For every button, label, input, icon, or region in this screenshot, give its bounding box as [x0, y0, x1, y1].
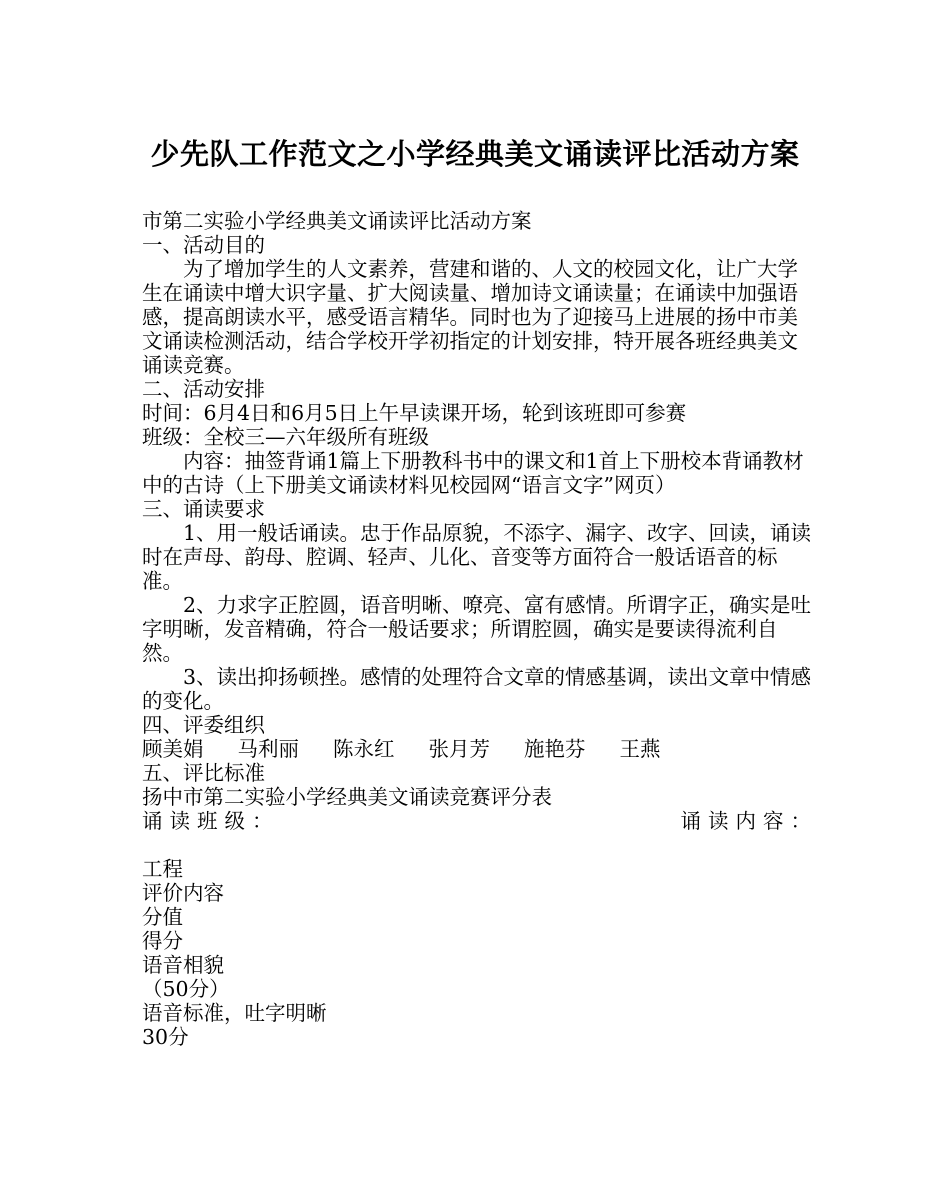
table-header-score: 得分 [142, 929, 183, 953]
judge-name: 张月芳 [428, 737, 490, 761]
arrangement-time: 时间：6月4日和6月5日上午早读课开场，轮到该班即可参赛 [142, 401, 687, 425]
table-cell-criterion: 语音标准，吐字明晰 [142, 1001, 327, 1025]
score-sheet-header [142, 809, 818, 833]
table-header-points: 分值 [142, 905, 183, 929]
blank-line [142, 833, 818, 857]
judge-name: 顾美娟 [142, 737, 204, 761]
arrangement-content: 内容：抽签背诵1篇上下册教科书中的课文和1首上下册校本背诵教材中的古诗（上下册美文诵读材料见校园网“语言文字”网页） [142, 449, 804, 497]
table-cell-criterion-points: 30分 [142, 1025, 189, 1049]
section-heading-arrangement: 二、活动安排 [142, 377, 265, 401]
section-heading-criteria: 五、评比标准 [142, 761, 265, 785]
table-header-item: 工程 [142, 857, 183, 881]
requirement-3: 3、读出抑扬顿挫。感情的处理符合文章的情感基调，读出文章中情感的变化。 [142, 665, 812, 713]
document-title: 少先队工作范文之小学经典美文诵读评比活动方案 [150, 137, 800, 171]
content-label: 诵读内容： [680, 809, 818, 833]
section-heading-purpose: 一、活动目的 [142, 233, 265, 257]
judge-name: 施艳芬 [524, 737, 586, 761]
judge-name: 马利丽 [237, 737, 299, 761]
judge-name: 陈永红 [333, 737, 395, 761]
arrangement-class: 班级：全校三—六年级所有班级 [142, 425, 429, 449]
paragraph-purpose: 为了增加学生的人文素养，营建和谐的、人文的校园文化，让广大学生在诵读中增大识字量、扩大阅读量、增加诗文诵读量；在诵读中加强语感，提高朗读水平，感受语言精华。同时也为了迎接马上进展的扬中市美文诵读检测活动，结合学校开学初指定的计划安排，特开展各班经典美文诵读竞赛。 [142, 257, 798, 377]
table-cell-category: 语音相貌 [142, 953, 224, 977]
section-heading-requirements: 三、诵读要求 [142, 497, 265, 521]
table-cell-category-points: （50分） [142, 977, 230, 1001]
requirement-1: 1、用一般话诵读。忠于作品原貌，不添字、漏字、改字、回读，诵读时在声母、韵母、腔调、轻声、儿化、音变等方面符合一般话语音的标准。 [142, 521, 812, 593]
judge-name: 王燕 [619, 737, 661, 761]
requirement-2: 2、力求字正腔圆，语音明晰、嘹亮、富有感情。所谓字正，确实是吐字明晰，发音精确，符合一般话要求；所谓腔圆，确实是要读得流利自然。 [142, 593, 812, 665]
table-header-content: 评价内容 [142, 881, 224, 905]
plan-name: 市第二实验小学经典美文诵读评比活动方案 [142, 209, 532, 233]
score-sheet-title: 扬中市第二实验小学经典美文诵读竞赛评分表 [142, 785, 552, 809]
class-label: 诵读班级： [142, 809, 280, 833]
section-heading-judges: 四、评委组织 [142, 713, 265, 737]
document-body [142, 209, 818, 1049]
judges-list [142, 737, 818, 761]
